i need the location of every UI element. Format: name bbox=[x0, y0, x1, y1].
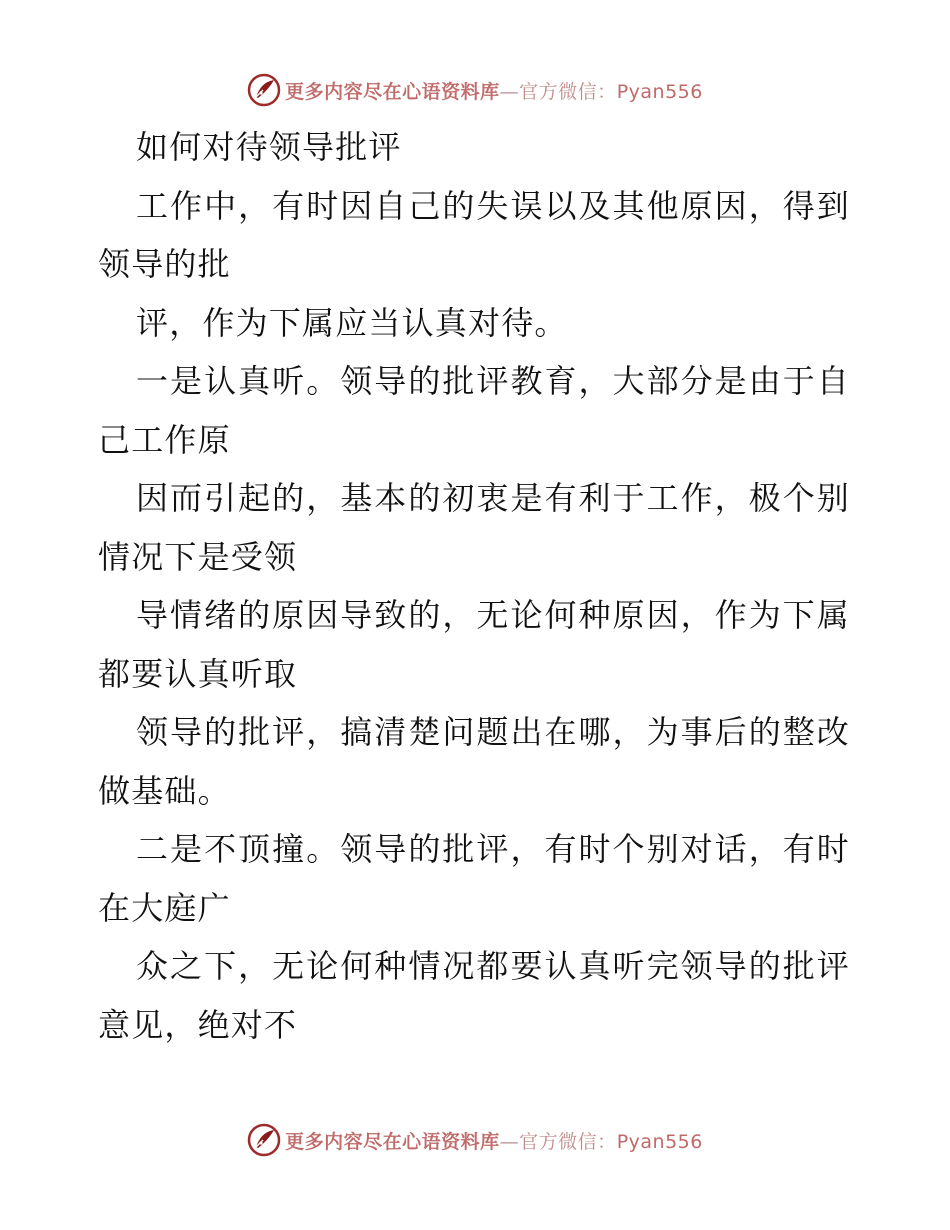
paragraph-2: 评，作为下属应当认真对待。 bbox=[136, 303, 568, 342]
watermark-main: 更多内容尽在心语资料库 bbox=[285, 1130, 500, 1153]
paragraph-3: 一是认真听。领导的批评教育，大部分是由于自己工作原 bbox=[98, 362, 850, 459]
watermark-text bbox=[285, 1127, 703, 1154]
paragraph-6: 领导的批评，搞清楚问题出在哪，为事后的整改做基础。 bbox=[98, 713, 850, 810]
watermark-main: 更多内容尽在心语资料库 bbox=[285, 80, 500, 103]
watermark-sub: 官方微信： bbox=[519, 1130, 617, 1153]
document-title: 如何对待领导批评 bbox=[136, 128, 402, 166]
pen-logo-icon bbox=[247, 1123, 281, 1157]
watermark-id: Pyan556 bbox=[616, 1130, 703, 1153]
watermark-dash: — bbox=[499, 1130, 520, 1153]
document-body bbox=[98, 118, 850, 1054]
watermark-id: Pyan556 bbox=[616, 80, 703, 103]
paragraph-5: 导情绪的原因导致的，无论何种原因，作为下属都要认真听取 bbox=[98, 596, 850, 693]
footer-watermark bbox=[0, 1120, 950, 1160]
pen-logo-icon bbox=[247, 73, 281, 107]
paragraph-1: 工作中，有时因自己的失误以及其他原因，得到领导的批 bbox=[98, 186, 850, 283]
watermark-dash: — bbox=[499, 80, 520, 103]
paragraph-7: 二是不顶撞。领导的批评，有时个别对话，有时在大庭广 bbox=[98, 830, 850, 927]
header-watermark bbox=[0, 70, 950, 110]
watermark-text bbox=[285, 77, 703, 104]
paragraph-8: 众之下，无论何种情况都要认真听完领导的批评意见，绝对不 bbox=[98, 947, 850, 1044]
watermark-sub: 官方微信： bbox=[519, 80, 617, 103]
paragraph-4: 因而引起的，基本的初衷是有利于工作，极个别情况下是受领 bbox=[98, 479, 850, 576]
